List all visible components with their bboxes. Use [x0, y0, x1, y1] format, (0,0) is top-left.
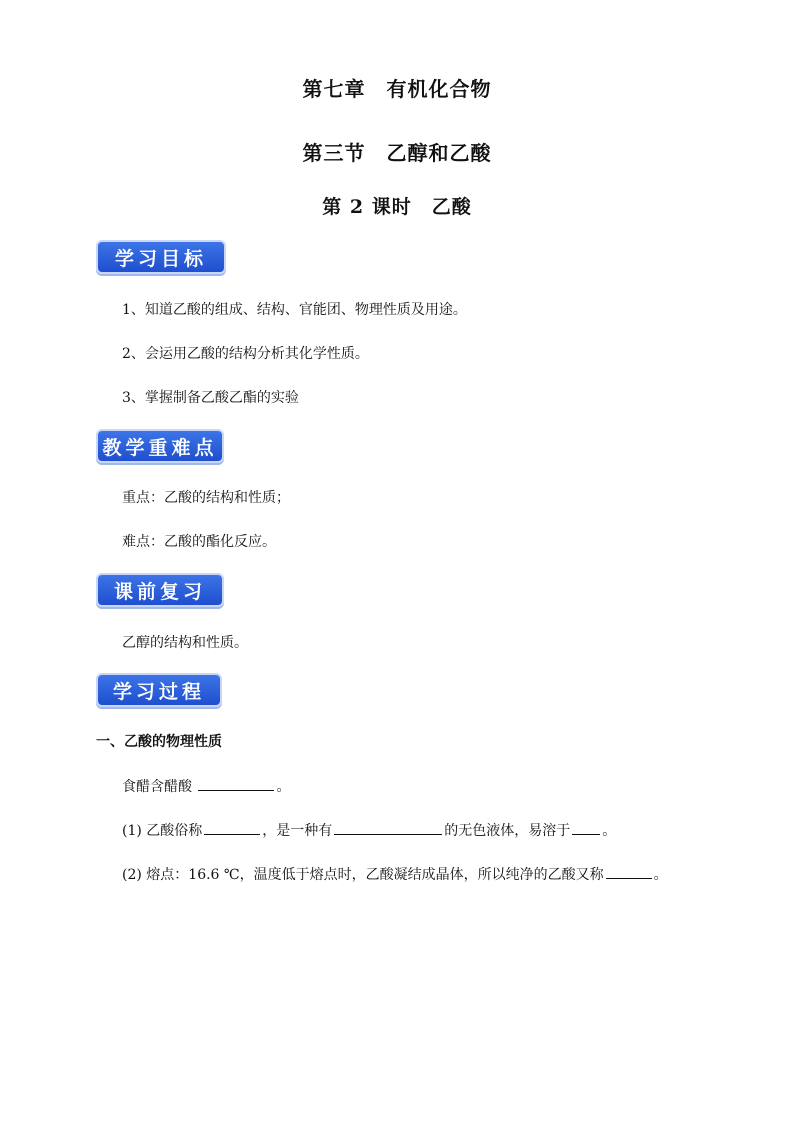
vinegar-text: 食醋含醋酸: [122, 779, 192, 795]
fill-blank[interactable]: [606, 864, 652, 879]
item-1-part-d: 。: [602, 823, 617, 839]
objective-1: 1、知道乙酸的组成、结构、官能团、物理性质及用途。: [122, 302, 467, 318]
item-1-line: [122, 820, 616, 840]
fill-blank[interactable]: [572, 820, 600, 835]
key-point-difficulty: 难点：乙酸的酯化反应。: [122, 534, 276, 550]
process-badge: 学习过程: [96, 673, 222, 707]
section-heading-physical-properties: 一、乙酸的物理性质: [96, 734, 222, 750]
item-2-part-a: (2) 熔点：16.6 ℃，温度低于熔点时，乙酸凝结成晶体，所以纯净的乙酸又称: [122, 867, 604, 883]
chapter-title: 第七章 有机化合物: [302, 77, 492, 101]
item-2-line: [122, 864, 668, 884]
vinegar-end: 。: [276, 779, 291, 795]
key-points-badge: 教学重难点: [96, 429, 224, 463]
fill-blank[interactable]: [204, 820, 260, 835]
review-text: 乙醇的结构和性质。: [122, 635, 248, 651]
section-title: 第三节 乙醇和乙酸: [302, 141, 492, 165]
key-point-focus: 重点：乙酸的结构和性质；: [122, 490, 290, 506]
lesson-title: 第 2 课时 乙酸: [322, 196, 472, 218]
item-1-part-b: ，是一种有: [262, 823, 333, 839]
vinegar-line: [122, 776, 290, 796]
objective-2: 2、会运用乙酸的结构分析其化学性质。: [122, 346, 369, 362]
objective-3: 3、掌握制备乙酸乙酯的实验: [122, 390, 299, 406]
objectives-badge: 学习目标: [96, 240, 226, 274]
review-badge: 课前复习: [96, 573, 224, 607]
fill-blank[interactable]: [198, 776, 274, 791]
item-1-part-a: (1) 乙酸俗称: [122, 823, 203, 839]
item-1-part-c: 的无色液体，易溶于: [444, 823, 571, 839]
fill-blank[interactable]: [334, 820, 442, 835]
item-2-part-b: 。: [653, 867, 668, 883]
